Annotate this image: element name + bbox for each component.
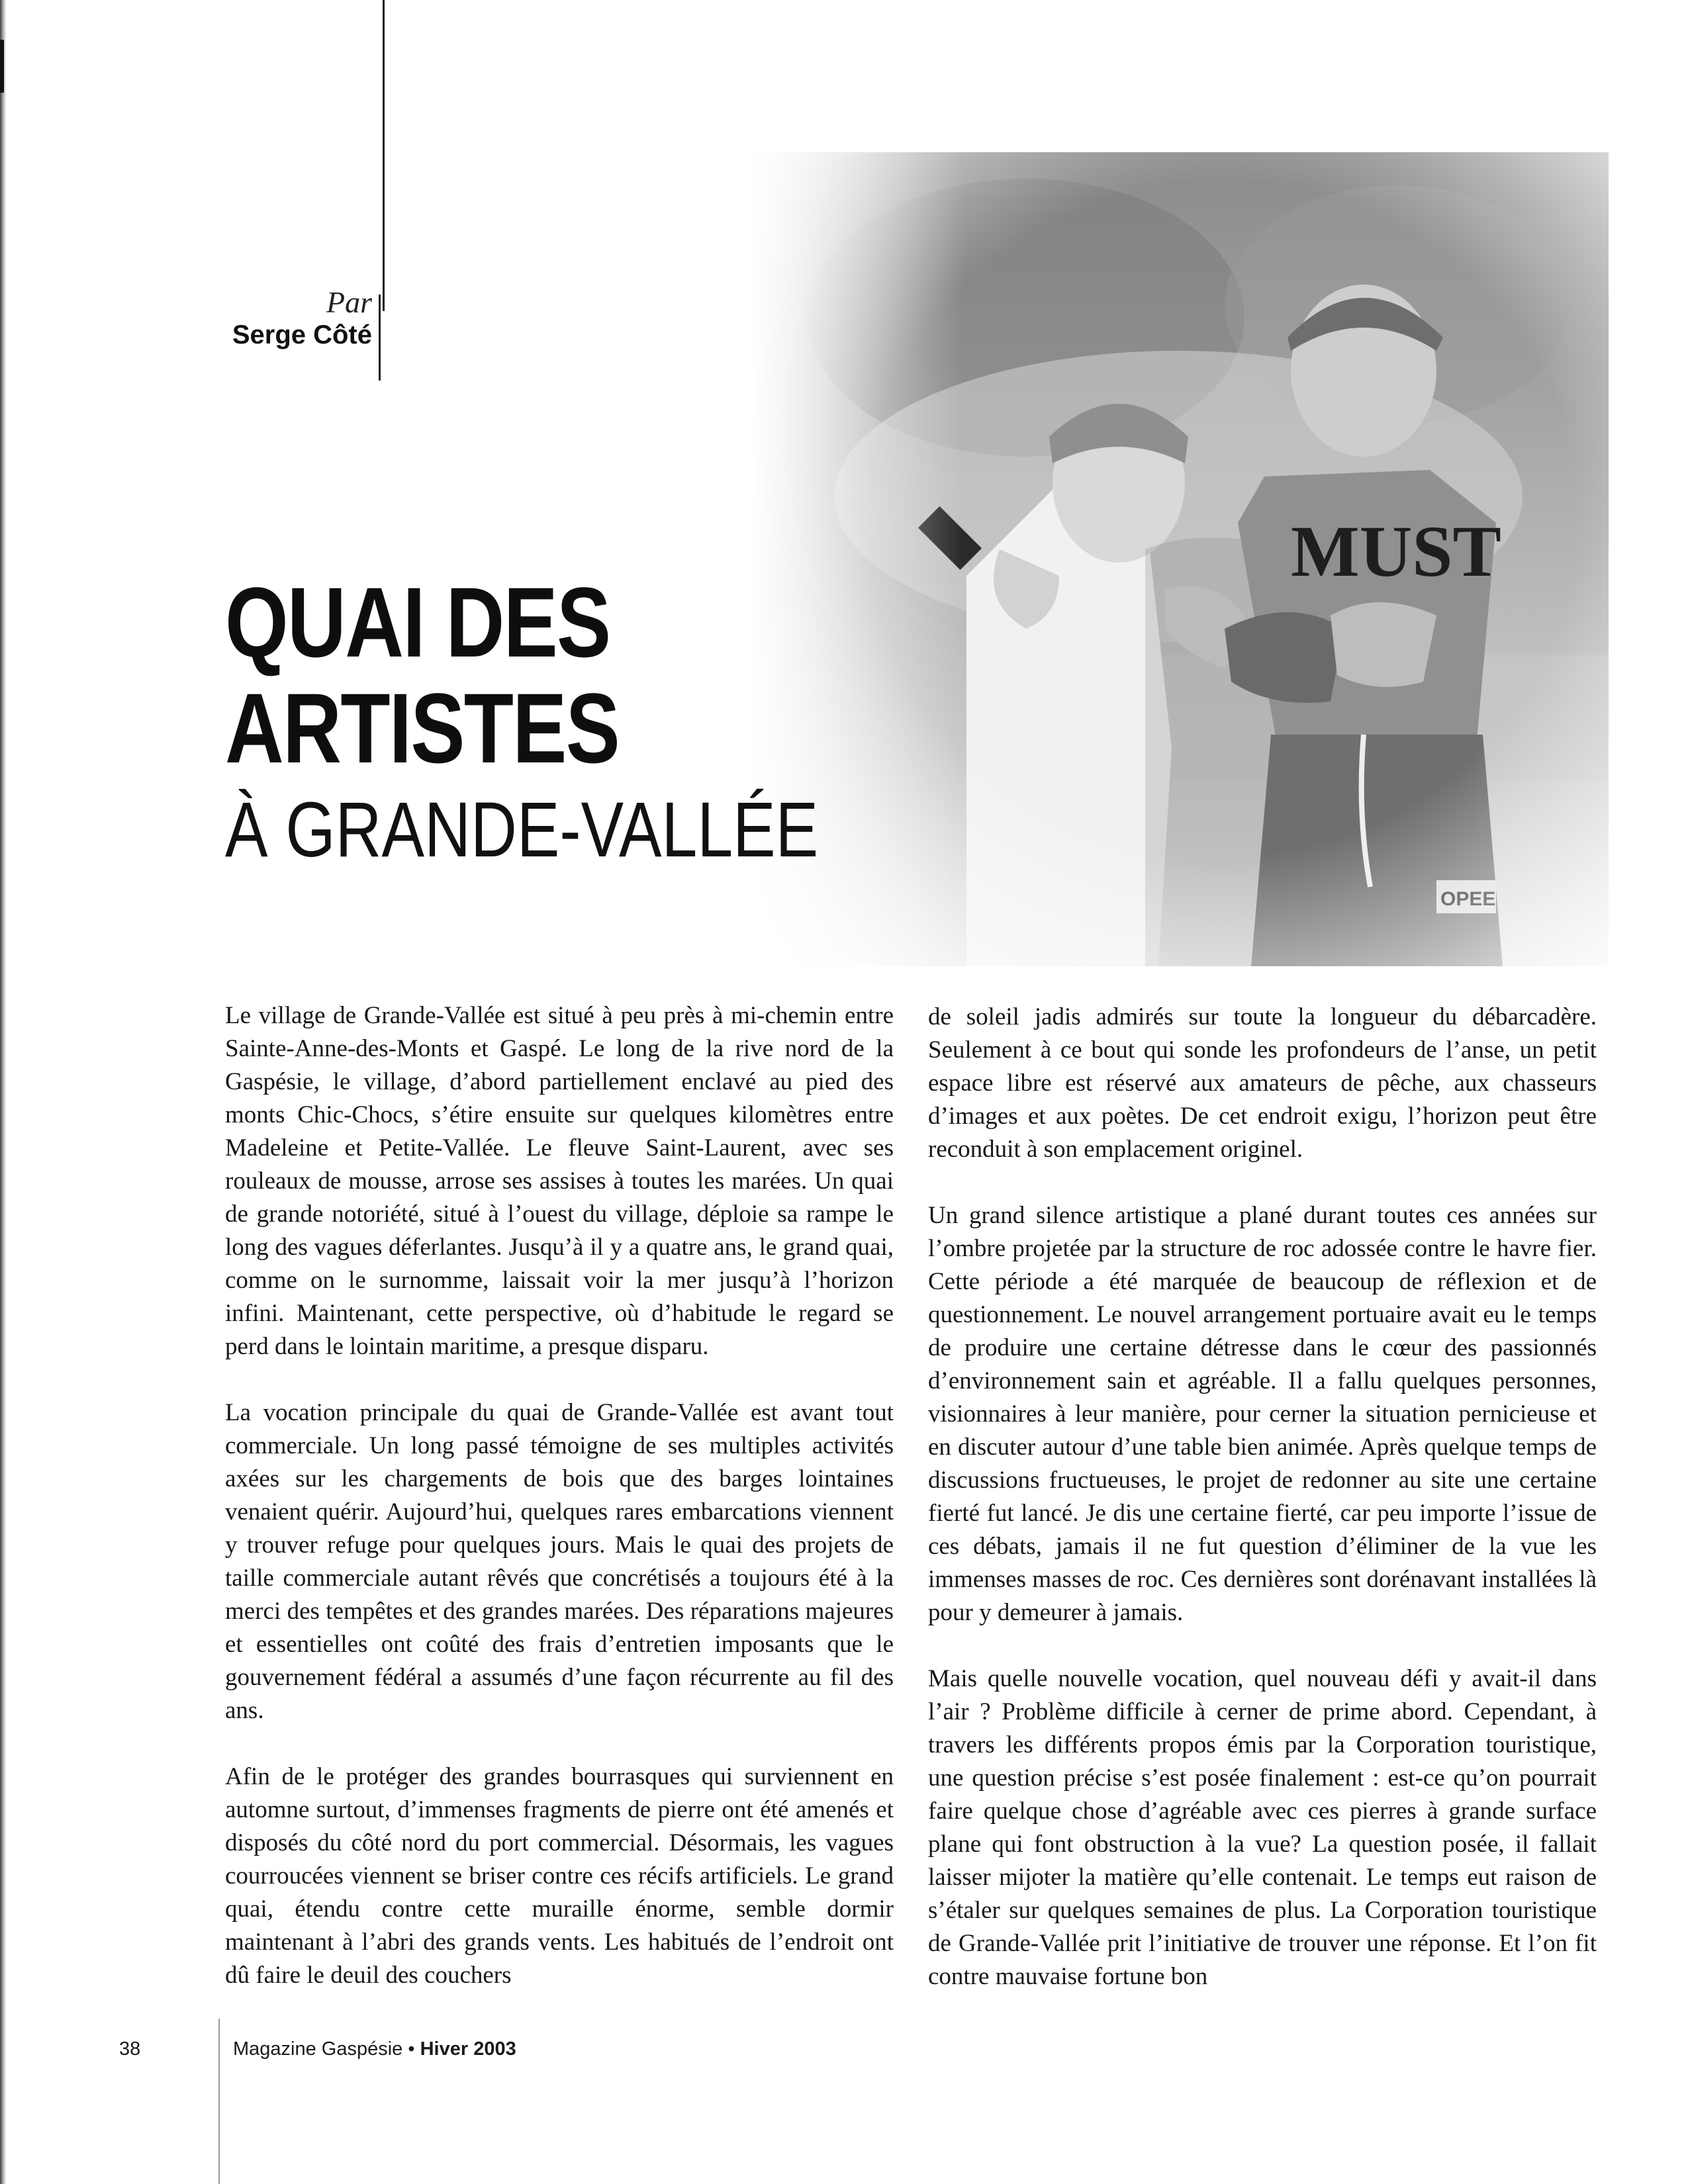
body-column-left xyxy=(225,999,894,1992)
byline-author: Serge Côté xyxy=(232,320,372,349)
footer-separator: • xyxy=(402,2038,420,2060)
footer-rule xyxy=(218,2019,220,2184)
byline-rule xyxy=(379,295,381,381)
magazine-name: Magazine Gaspésie xyxy=(233,2038,403,2060)
binding-mark xyxy=(0,40,4,93)
article-title xyxy=(225,569,949,876)
magazine-footer xyxy=(233,2038,516,2060)
byline xyxy=(232,286,372,351)
title-subtitle: À GRANDE-VALLÉE xyxy=(225,786,819,874)
paragraph: Un grand silence artistique a plané durant toutes ces années sur l’ombre projetée par la structure de roc adossée contre le havre fier. Cette période a été marquée de beaucoup de réflexion et de questionnement. Le nouvel arrangement portuaire avait eu le temps de produire une certaine détresse dans le cœur des passionnés d’environnement sain et agréable. Il a fallu quelques personnes, visionnaires à leur manière, pour cerner la situation pernicieuse et en discuter autour d’une table bien animée. Après quelque temps de discussions fructueuses, le projet de redonner au site une certaine fierté fut lancé. Je dis une certaine fierté, car peu importe l’issue de ces débats, jamais il ne fut question d’éliminer de la vue les immenses masses de roc. Ces dernières sont dorénavant installées là pour y demeurer à jamais. xyxy=(928,1202,1597,1626)
page-number: 38 xyxy=(119,2038,141,2060)
body-column-right xyxy=(928,1001,1597,1993)
paragraph: de soleil jadis admirés sur toute la longueur du débarcadère. Seulement à ce bout qui sonde les profondeurs de l’anse, un petit espace libre est réservé aux amateurs de pêche, aux chasseurs d’images et aux poètes. De cet endroit exigu, l’horizon peut être reconduit à son emplacement originel. xyxy=(928,1003,1597,1163)
title-line-1: QUAI DES xyxy=(225,567,610,678)
paragraph: La vocation principale du quai de Grande-Vallée est avant tout commerciale. Un long passé témoigne de ses multiples activités axées sur les chargements de bois que des barges lointaines venaient quérir. Aujourd’hui, quelques rares embarcations viennent y trouver refuge pour quelques jours. Mais le quai des projets de taille commerciale autant rêvés que concrétisés a toujours été à la merci des tempêtes et des grandes marées. Des réparations majeures et essentielles ont coûté des frais d’entretien imposants que le gouvernement fédéral a assumés d’une façon récurrente au fil des ans. xyxy=(225,1399,894,1724)
title-line-2: ARTISTES xyxy=(225,672,620,784)
paragraph: Le village de Grande-Vallée est situé à peu près à mi-chemin entre Sainte-Anne-des-Monts et Gaspé. Le long de la rive nord de la Gaspésie, le village, d’abord partiellement enclavé au pied des monts Chic-Chocs, s’étire ensuite sur quelques kilomètres entre Madeleine et Petite-Vallée. Le fleuve Saint-Laurent, avec ses rouleaux de mousse, arrose ses assises à toutes les marées. Un quai de grande notoriété, situé à l’ouest du village, déploie sa rampe le long des vagues déferlantes. Jusqu’à il y a quatre ans, le grand quai, comme on le surnomme, laissait voir la mer jusqu’à l’horizon infini. Maintenant, cette perspective, où d’habitude le regard se perd dans le lointain maritime, a presque disparu. xyxy=(225,1002,894,1360)
byline-prefix: Par xyxy=(326,285,372,319)
magazine-issue: Hiver 2003 xyxy=(420,2038,516,2060)
top-vertical-rule xyxy=(383,0,385,311)
paragraph: Mais quelle nouvelle vocation, quel nouveau défi y avait-il dans l’air ? Problème difficile à cerner de prime abord. Cependant, à travers les différents propos émis par la Corporation touristique, une question précise s’est posée finalement : est-ce qu’on pourrait faire quelque chose d’agréable avec ces pierres à grande surface plane qui font obstruction à la vue? La question posée, il fallait laisser mijoter la matière qu’elle contenait. Le temps eut raison de s’étaler sur quelques semaines de plus. La Corporation touristique de Grande-Vallée prit l’initiative de trouver une réponse. Et l’on fit contre mauvaise fortune bon xyxy=(928,1665,1597,1990)
paragraph: Afin de le protéger des grandes bourrasques qui surviennent en automne surtout, d’immenses fragments de pierre ont été amenés et disposés du côté nord du port commercial. Désormais, les vagues courroucées viennent se briser contre ces récifs artificiels. Le grand quai, étendu contre cette muraille énorme, semble dormir maintenant à l’abri des grands vents. Les habitués de l’endroit ont dû faire le deuil des couchers xyxy=(225,1763,894,1989)
scan-edge xyxy=(0,0,7,2184)
